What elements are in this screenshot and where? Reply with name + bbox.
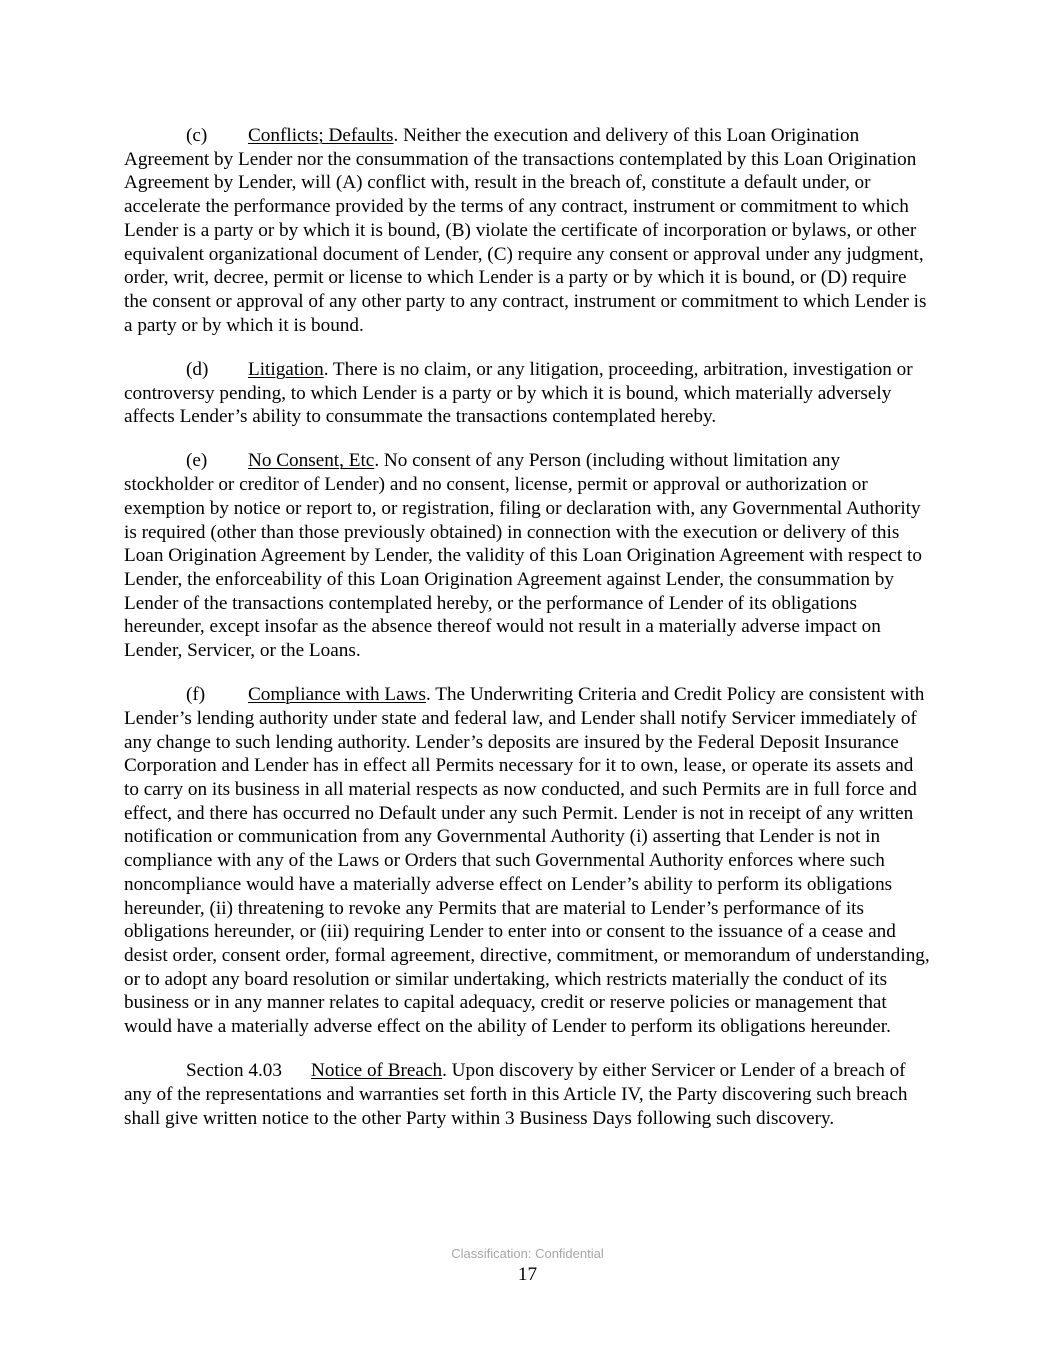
paragraph-heading: Litigation — [248, 358, 324, 380]
paragraph-text: . The Underwriting Criteria and Credit Policy are consistent with Lender’s lending authority under state and federal law, and Lender shall notify Servicer immediately of any change to such lending authority. Lender’s deposits are insured by the Federal Deposit Insurance Corporation and Lender has in effect all Permits necessary for it to own, lease, or operate its assets and to carry on its business in all material respects as now conducted, and such Permits are in full force and effect, and there has occurred no Default under any such Permit. Lender is not in receipt of any written notification or communication from any Governmental Authority (i) asserting that Lender is not in compliance with any of the Laws or Orders that such Governmental Authority enforces where such noncompliance would have a materially adverse effect on Lender’s ability to perform its obligations hereunder, (ii) threatening to revoke any Permits that are material to Lender’s performance of its obligations hereunder, or (iii) requiring Lender to enter into or consent to the issuance of a cease and desist order, consent order, formal agreement, directive, commitment, or memorandum of understanding, or to adopt any board resolution or similar undertaking, which restricts materially the conduct of its business or in any manner relates to capital adequacy, credit or reserve policies or management that would have a materially adverse effect on the ability of Lender to perform its obligations hereunder. — [124, 684, 930, 1038]
paragraph-label: (c) — [186, 125, 208, 146]
paragraph-heading: Compliance with Laws — [248, 684, 426, 706]
paragraph-c — [124, 124, 932, 337]
classification-label: Classification: Confidential — [451, 1246, 604, 1261]
paragraph-e — [124, 449, 932, 662]
section-4-03 — [124, 1059, 932, 1130]
paragraph-d — [124, 358, 932, 429]
section-text: . Upon discovery by either Servicer or Lender of a breach of any of the representations and warranties set forth in this Article IV, the Party discovering such breach shall give written notice to the other Party within 3 Business Days following such discovery. — [124, 1060, 908, 1129]
section-number: Section 4.03 — [186, 1060, 282, 1082]
paragraph-heading: No Consent, Etc — [248, 450, 375, 472]
paragraph-heading: Conflicts; Defaults — [248, 125, 394, 146]
paragraph-text: . Neither the execution and delivery of this Loan Origination Agreement by Lender nor the consummation of the transactions contemplated by this Loan Origination Agreement by Lender, will (A) conflict with, result in the breach of, constitute a default under, or accelerate the performance provided by the terms of any contract, instrument or commitment to which Lender is a party or by which it is bound, (B) violate the certificate of incorporation or bylaws, or other equivalent organizational document of Lender, (C) require any consent or approval under any judgment, order, writ, decree, permit or license to which Lender is a party or by which it is bound, or (D) require the consent or approval of any other party to any contract, instrument or commitment to which Lender is a party or by which it is bound. — [124, 125, 927, 336]
document-body — [124, 124, 932, 1130]
paragraph-label: (e) — [186, 450, 208, 472]
paragraph-label: (d) — [186, 358, 209, 380]
paragraph-label: (f) — [186, 684, 206, 706]
paragraph-text: . There is no claim, or any litigation, proceeding, arbitration, investigation or controversy pending, to which Lender is a party or by which it is bound, which materially adversely affects Lender’s ability to consummate the transactions contemplated hereby. — [124, 358, 913, 428]
section-heading: Notice of Breach — [311, 1060, 443, 1082]
paragraph-text: . No consent of any Person (including without limitation any stockholder or creditor of Lender) and no consent, license, permit or approval or authorization or exemption by notice or report to, or registration, filing or declaration with, any Governmental Authority is required (other than those previously obtained) in connection with the execution or delivery of this Loan Origination Agreement by Lender, the validity of this Loan Origination Agreement with respect to Lender, the enforceability of this Loan Origination Agreement against Lender, the consummation by Lender of the transactions contemplated hereby, or the performance of Lender of its obligations hereunder, except insofar as the absence thereof would not result in a materially adverse impact on Lender, Servicer, or the Loans. — [124, 450, 922, 662]
paragraph-f — [124, 683, 932, 1039]
page-number: 17 — [517, 1264, 538, 1285]
